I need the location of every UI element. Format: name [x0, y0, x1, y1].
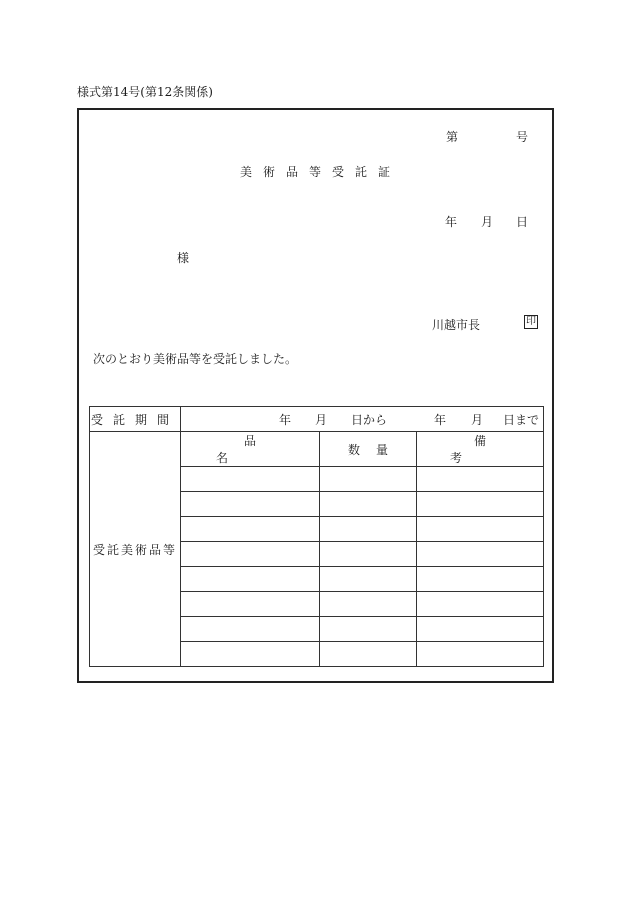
header-quantity-cell — [320, 432, 417, 467]
item-name-cell[interactable] — [181, 467, 320, 492]
item-quantity-cell[interactable] — [320, 517, 417, 542]
item-remarks-cell[interactable] — [417, 517, 544, 542]
item-name-cell[interactable] — [181, 542, 320, 567]
item-quantity-cell[interactable] — [320, 592, 417, 617]
item-remarks-cell[interactable] — [417, 592, 544, 617]
period-to-month: 月 — [471, 413, 484, 427]
number-dai: 第 — [446, 130, 459, 144]
items-header-row — [90, 432, 544, 467]
period-to-year: 年 — [434, 413, 447, 427]
item-name-cell[interactable] — [181, 517, 320, 542]
entrustment-table — [89, 406, 544, 667]
date-day: 日 — [516, 215, 529, 229]
item-name-cell[interactable] — [181, 567, 320, 592]
item-quantity-cell[interactable] — [320, 642, 417, 667]
item-quantity-cell[interactable] — [320, 542, 417, 567]
document-title: 美術品等受託証 — [240, 165, 402, 179]
period-value-cell[interactable] — [181, 407, 544, 432]
item-quantity-cell[interactable] — [320, 617, 417, 642]
header-name-cell — [181, 432, 320, 467]
item-remarks-cell[interactable] — [417, 567, 544, 592]
seal-mark: 印 — [526, 316, 536, 327]
items-label: 受託美術品等 — [90, 432, 181, 667]
form-number-label: 様式第14号(第12条関係) — [77, 85, 213, 99]
period-from-month: 月 — [315, 413, 328, 427]
item-quantity-cell[interactable] — [320, 567, 417, 592]
period-from-day: 日から — [351, 413, 388, 427]
period-from-year: 年 — [279, 413, 292, 427]
item-remarks-cell[interactable] — [417, 617, 544, 642]
item-remarks-cell[interactable] — [417, 542, 544, 567]
item-name-cell[interactable] — [181, 492, 320, 517]
item-name-cell[interactable] — [181, 617, 320, 642]
date-year: 年 — [445, 215, 458, 229]
header-name: 品名 — [215, 434, 312, 465]
header-quantity: 数量 — [347, 442, 404, 457]
date-month: 月 — [481, 215, 494, 229]
issuer-name: 川越市長 — [432, 318, 481, 332]
recipient-suffix: 様 — [177, 251, 190, 265]
item-quantity-cell[interactable] — [320, 467, 417, 492]
period-to-day: 日まで — [503, 413, 540, 427]
header-remarks: 備考 — [449, 434, 534, 465]
header-remarks-cell — [417, 432, 544, 467]
item-remarks-cell[interactable] — [417, 492, 544, 517]
period-label: 受託期間 — [90, 407, 181, 432]
item-remarks-cell[interactable] — [417, 467, 544, 492]
item-name-cell[interactable] — [181, 592, 320, 617]
item-remarks-cell[interactable] — [417, 642, 544, 667]
number-go: 号 — [516, 130, 529, 144]
item-name-cell[interactable] — [181, 642, 320, 667]
item-quantity-cell[interactable] — [320, 492, 417, 517]
period-row — [90, 407, 544, 432]
statement-text: 次のとおり美術品等を受託しました。 — [93, 352, 298, 366]
